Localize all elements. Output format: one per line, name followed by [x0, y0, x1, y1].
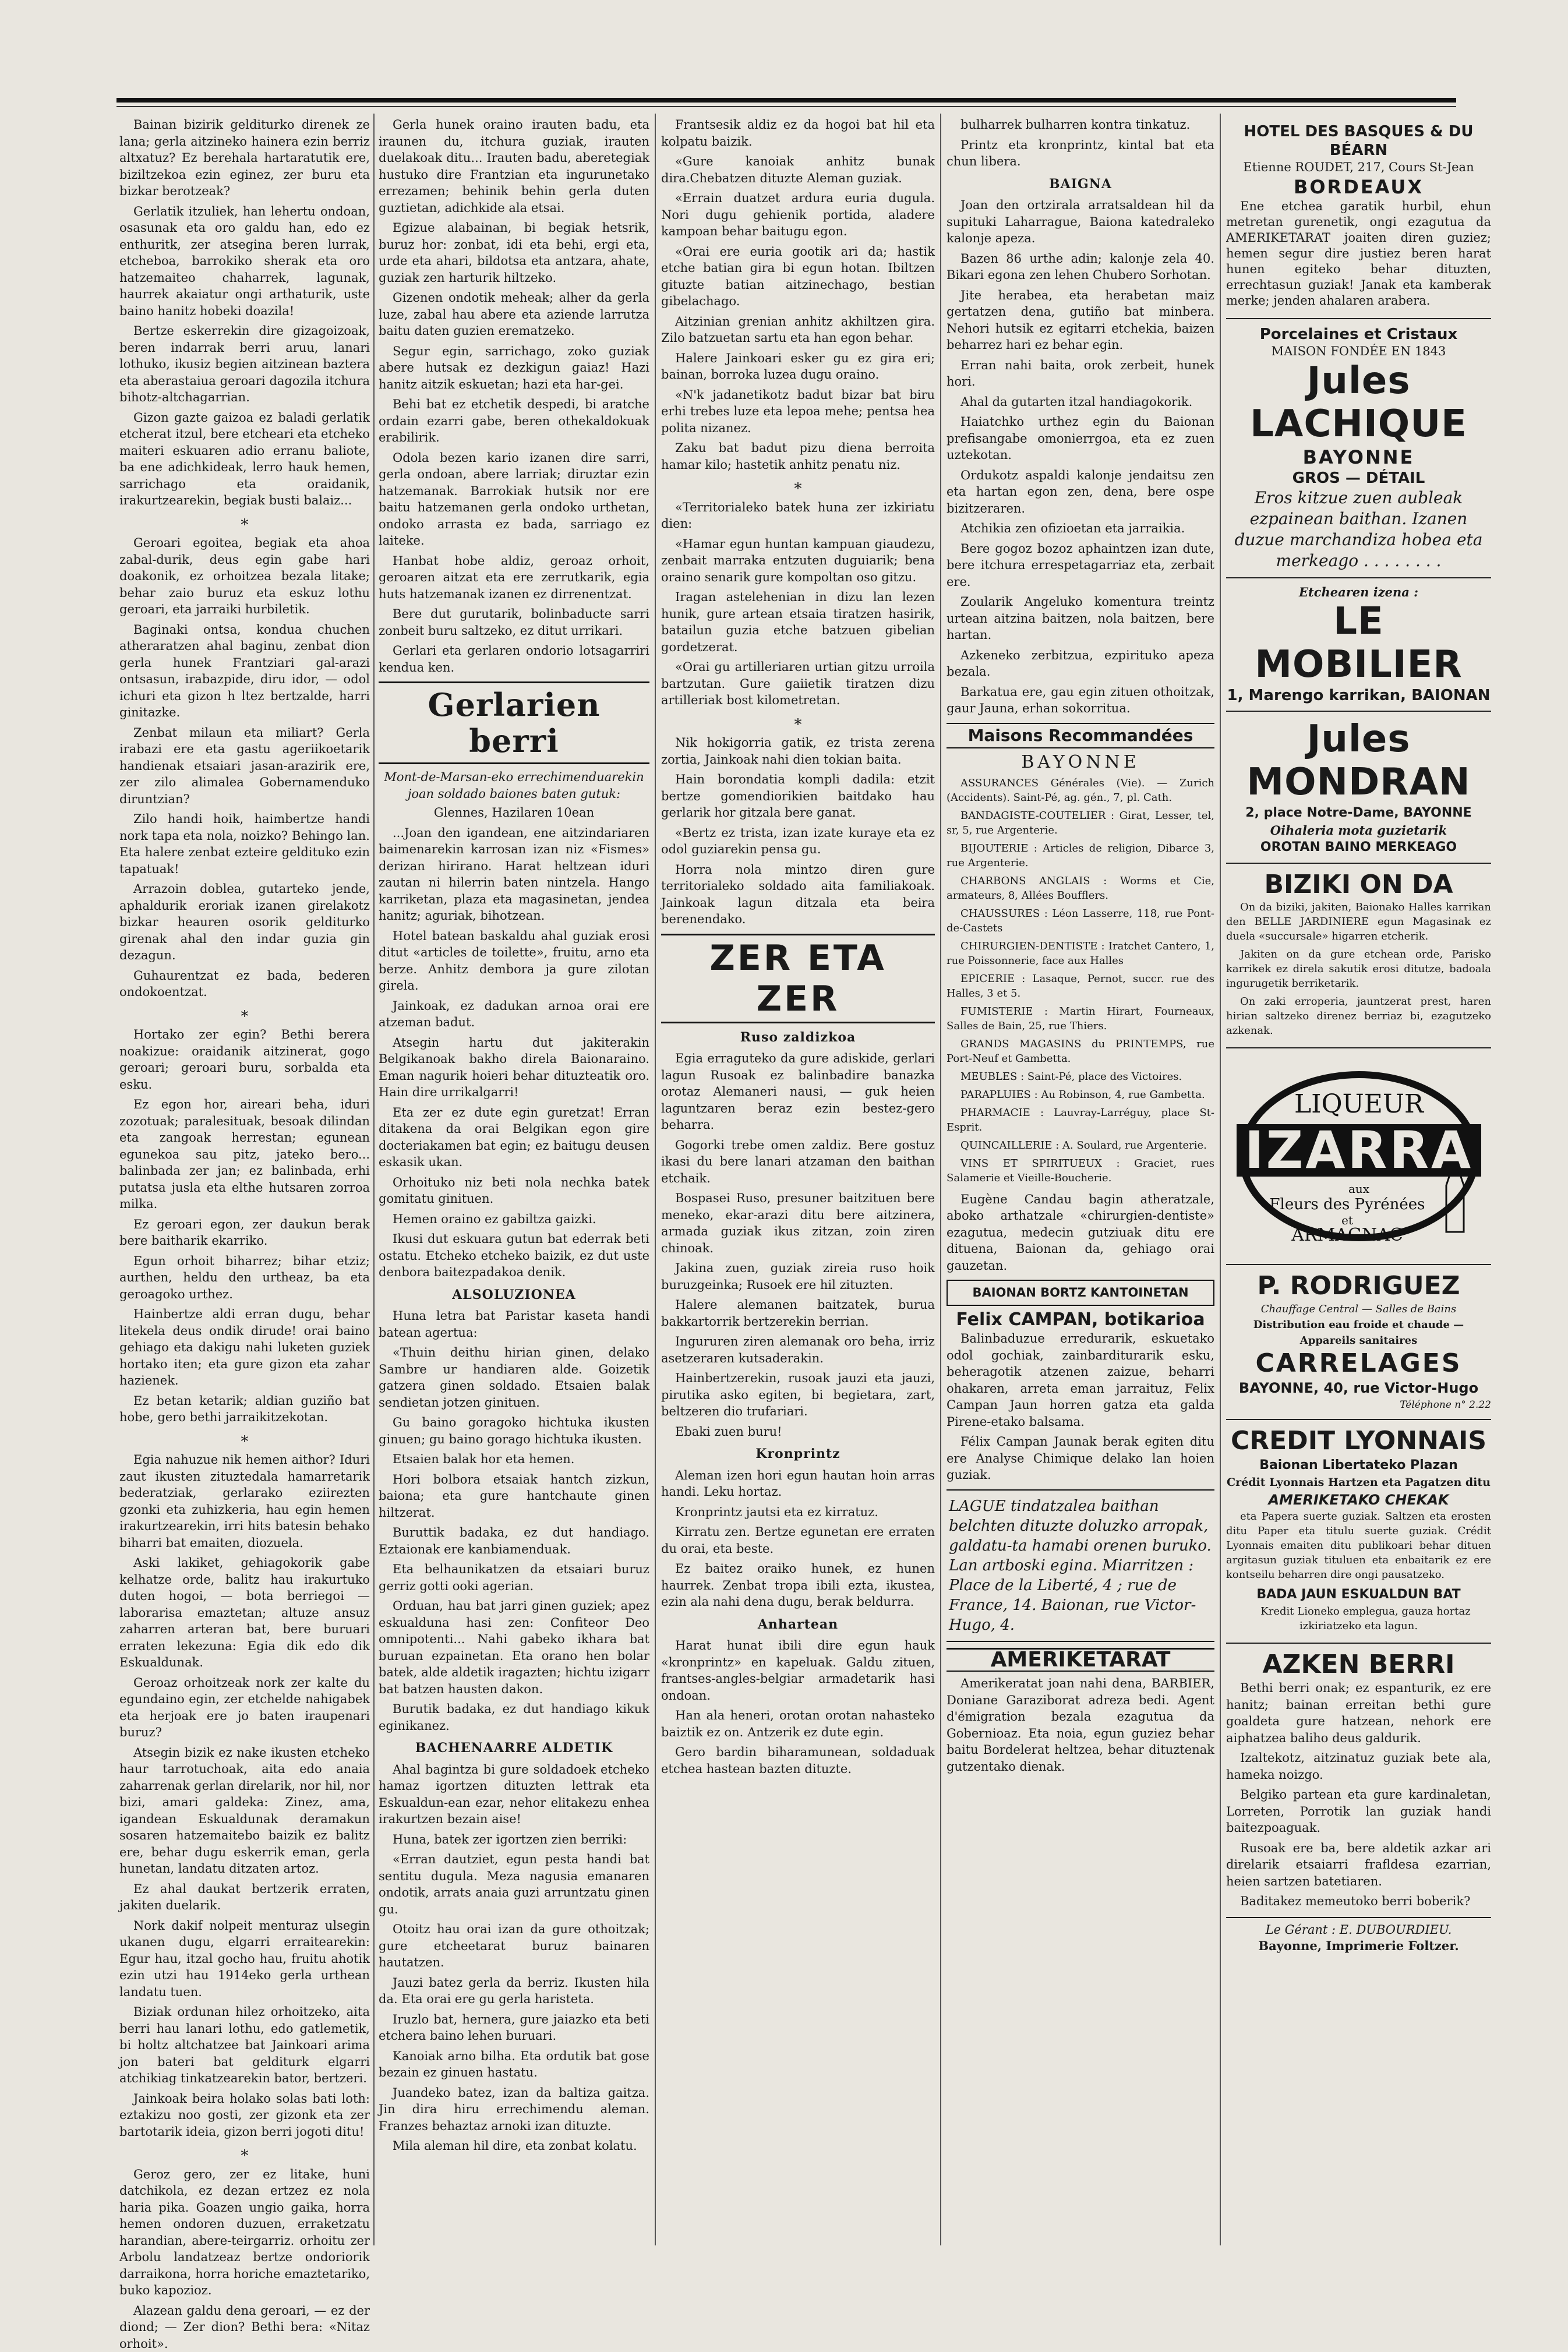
hotel-owner: Etienne ROUDET, 217, Cours St-Jean — [1226, 160, 1491, 175]
article-paragraph: Ingururen ziren alemanak oro beha, irriz asetzeraren kutsaderakin. — [661, 1333, 935, 1366]
credit-sub2: Crédit Lyonnais Hartzen eta Pagatzen ditu — [1226, 1475, 1491, 1491]
article-paragraph: Burutik badaka, ez dut handiago kikuk eginikanez. — [379, 1701, 649, 1734]
business-listing: CHAUSSURES : Léon Lasserre, 118, rue Pont-de-Castets — [947, 906, 1214, 935]
ruso-zaldizkoa-heading: Ruso zaldizkoa — [661, 1029, 935, 1046]
article-paragraph: Hainbertzerekin, rusoak jauzi eta jauzi, pirutika asko egiten, bi begietara, zart, beltzeren dio trufariari. — [661, 1370, 935, 1420]
izarra-emblem — [1231, 1060, 1487, 1252]
article-paragraph: Geroari egoitea, begiak eta ahoa zabal-durik, deus egin gabe hari doakonik, ez orhoitzea bezala litake; behar zaio buruz eta eskuz lothu geroari, eta jarraiki hurbiletik. — [119, 535, 370, 618]
business-listing: MEUBLES : Saint-Pé, place des Victoires. — [947, 1069, 1214, 1084]
article-paragraph: Alazean galdu dena geroari, — ez der diond; — Zer dion? Bethi bera: «Nitaz orhoit». — [119, 2302, 370, 2352]
alsoluzionea-heading: ALSOLUZIONEA — [379, 1287, 649, 1304]
section-divider: ∗ — [661, 714, 935, 730]
business-listing: FUMISTERIE : Martin Hirart, Fourneaux, Salles de Bain, 25, rue Thiers. — [947, 1004, 1214, 1033]
article-paragraph: Gerlari eta gerlaren ondorio lotsagarriri kendua ken. — [379, 642, 649, 676]
article-paragraph: Gogorki trebe omen zaldiz. Bere gostuz ikasi du bere lanari atzaman den baithan etchaik. — [661, 1137, 935, 1187]
article-paragraph: Bospasei Ruso, presuner baitzituen bere meneko, ekar-arazi ditu bere aitzinera, armada guziak ikus zitzan, zoin ziren chinoak. — [661, 1190, 935, 1256]
letter-paragraph: Hotel batean baskaldu ahal guziak erosi ditut «articles de toilette», fruitu, arno eta berze. Anhitz dembora ja gure zilotan girela. — [379, 928, 649, 994]
ameriketarat-heading: AMERIKETARAT — [947, 1648, 1214, 1672]
article-paragraph: Bere gogoz bozoz aphaintzen izan dute, bere itchura errespetagarriaz eta, zerbait ere. — [947, 541, 1214, 591]
letter-paragraph: ...Joan den igandean, ene aitzindariaren baimenarekin karrosan izan niz «Fismes» derizan hirirano. Harat heltzean iduri zautan ni hilerrin baten nintzela. Hango karriketan, plaza eta magasinetan, jendea hanitz; aguriak, bihotzean. — [379, 825, 649, 924]
article-paragraph: Zenbat milaun eta miliart? Gerla irabazi ere eta gastu ageriikoetarik handienak etsaiari jasan-arazirik ere, zer zilo alimalea Gobernamenduko diruntzian? — [119, 725, 370, 808]
business-listing: PARAPLUIES : Au Robinson, 4, rue Gambetta. — [947, 1087, 1214, 1102]
bayonne-heading: BAYONNE — [947, 754, 1214, 771]
maisons-recommandees-heading: Maisons Recommandées — [947, 723, 1214, 749]
article-paragraph: Han ala heneri, orotan orotan nahasteko baiztik ez on. Antzerik ez dute egin. — [661, 1707, 935, 1740]
letter-paragraph: Ikusi dut eskuara gutun bat ederrak beti ostatu. Etcheko etcheko baizik, ez dut uste denbora baitezpadakoa denik. — [379, 1231, 649, 1281]
article-paragraph: Huna letra bat Paristar kaseta handi batean agertua: — [379, 1308, 649, 1341]
article-paragraph: Atchikia zen ofizioetan eta jarraikia. — [947, 520, 1214, 537]
article-paragraph: bulharrek bulharren kontra tinkatuz. — [947, 116, 1214, 133]
mondran-name: Jules MONDRAN — [1226, 718, 1491, 804]
letter-paragraph: Hemen oraino ez gabiltza gaizki. — [379, 1211, 649, 1228]
article-paragraph: «Errain duatzet ardura euria dugula. Nori dugu gehienik portida, aladere kampoan behar baitugu egon. — [661, 190, 935, 240]
izarra-armagnac: ARMAGNAC — [1291, 1225, 1403, 1245]
article-paragraph: Nork dakif nolpeit menturaz ulsegin ukanen dugu, elgarri erraitearekin: Egur hau, itzal gocho hau, fruitu ahotik ezin utzi hau 1914eko gerla urthean landatu tuen. — [119, 1917, 370, 2001]
article-paragraph: Jakina zuen, guziak zireia ruso hoik buruzgeinka; Rusoek ere hil zituzten. — [661, 1260, 935, 1293]
article-paragraph: «N'k jadanetikotz badut bizar bat biru erhi trebes luze eta lepoa mehe; pentsa hea polita nizanez. — [661, 387, 935, 437]
izarra-fleurs: Fleurs des Pyrénées — [1269, 1196, 1425, 1213]
article-paragraph: Huna, batek zer igortzen zien berriki: — [379, 1831, 649, 1848]
bada-jaun-text: Kredit Lioneko emplegua, gauza hortaz izkiriatzeko eta lagun. — [1226, 1604, 1491, 1633]
article-paragraph: Egia erraguteko da gure adiskide, gerlari lagun Rusoak ez balinbadire banazka orotaz Alemaneri nausi, — guk heien laguntzaren beraz ezin bestez-gero beharra. — [661, 1050, 935, 1133]
article-paragraph: Hortako zer egin? Bethi berera noakizue: oraidanik aitzinerat, gogo geroari; geroari buru, sorbalda eta esku. — [119, 1026, 370, 1093]
izarra-text: IZARRA — [1244, 1120, 1472, 1180]
article-paragraph: Azkeneko zerbitzua, ezpirituko apeza bezala. — [947, 647, 1214, 680]
bada-jaun-title: BADA JAUN ESKUALDUN BAT — [1226, 1585, 1491, 1604]
column-1 — [119, 116, 370, 2242]
article-paragraph: Ez baitez oraiko hunek, ez hunen haurrek. Zenbat tropa ibili ezta, ikustea, ezin ala nahi dena dugu, berak beldurra. — [661, 1560, 935, 1611]
business-listing: PHARMACIE : Lauvray-Larréguy, place St-Esprit. — [947, 1106, 1214, 1135]
izarra-logo — [1226, 1060, 1491, 1252]
article-paragraph: Gero bardin biharamunean, soldaduak etchea hastean bazten dituzte. — [661, 1744, 935, 1777]
letter-paragraph: Eta zer ez dute egin guretzat! Erran ditakena da orai Belgikan egon gire docteriakamen bat egin; ez baitugu deusen eskasik ukan. — [379, 1104, 649, 1171]
kronprintz-heading: Kronprintz — [661, 1446, 935, 1463]
article-paragraph: Egizue alabainan, bi begiak hetsrik, buruz hor: zonbat, idi eta behi, ergi eta, urde eta ahari, bildotsa eta antzara, ahate, guziak zen harturik hiltzeko. — [379, 220, 649, 286]
news-paragraph: Rusoak ere ba, bere aldetik azkar ari direlarik etsaiarri frafldesa ezarrian, heien sartzen batetiaren. — [1226, 1840, 1491, 1890]
article-paragraph: Biziak ordunan hilez orhoitzeko, aita berri hau lanari lothu, edo gatlemetik, bi holtz altchatzee bat Jainkoari arima jon bateri bat gelditurk elgarri atchikiag tinkatzearekin bator, bertzeri. — [119, 2004, 370, 2087]
news-paragraph: Izaltekotz, aitzinatuz guziak bete ala, hameka noizgo. — [1226, 1750, 1491, 1783]
anhartean-heading: Anhartean — [661, 1616, 935, 1633]
article-paragraph: Haiatchko urthez egin du Baionan prefisangabe omonierrgoa, eta ez zuen uztekotan. — [947, 414, 1214, 464]
article-paragraph: Aski lakiket, gehiagokorik gabe kelhatze orde, balitz hau irakurtuko duten hogoi, — bota berriegoi — laborarisa emaztetan; altuze ansuz zaharren arteran bat, bere buruari erraten lekezuna: Egia dik edo dik Eskualdunak. — [119, 1555, 370, 1671]
article-paragraph: Ez geroari egon, zer daukun berak bere baitharik ekarriko. — [119, 1216, 370, 1249]
article-paragraph: Zoularik Angeluko komentura treintz urtean aitzina baitzen, nola baitzen, bere hartan. — [947, 594, 1214, 644]
article-paragraph: Printz eta kronprintz, kintal bat eta chun libera. — [947, 137, 1214, 170]
rodriguez-sub: Chauffage Central — Salles de Bains — [1226, 1301, 1491, 1317]
letter-paragraph: Orhoituko niz beti nola nechka batek gomitatu ginituen. — [379, 1174, 649, 1207]
article-paragraph: Eta belhaunikatzen da etsaiari buruz gerriz gotti ooki agerian. — [379, 1561, 649, 1594]
column-5-ads — [1226, 116, 1491, 2242]
article-paragraph: Iragan astelehenian in dizu lan lezen hunik, gure artean etsaia tiratzen hasirik, batailun guzia etche batzuen gibelian gordetzerat. — [661, 589, 935, 655]
article-paragraph: Gerla hunek oraino irauten badu, eta iraunen du, itchura guziak, irauten duelakoak ditu... Irauten badu, aberetegiak hustuko dire Frantzian eta ingurunetako errezamen; behinik behin gerla duten guztietan, adichkide ala etsai. — [379, 116, 649, 216]
article-paragraph: Gizon gazte gaizoa ez baladi gerlatik etcherat itzul, bere etcheari eta etcheko maiteri eskuaren adio erranu baliote, ba ene adichkideak, lerro hauk hemen, sarrichago eta oraidanik, irakurtzearekin, begiak busti balaiz... — [119, 409, 370, 509]
dateline: Mont-de-Marsan-eko errechimenduarekin joan soldado baiones baten gutuk: — [379, 769, 649, 802]
ad-paragraph: Jakiten on da gure etchean orde, Parisko karrikek ez direla sakutik erosi ditutze, badoala ingurugetik berriketarik. — [1226, 947, 1491, 991]
article-paragraph: Baginaki ontsa, kondua chuchen atheraratzen ahal baginu, zenbat dion gerla hunek Frantziari gal-arazi ontsasun, irabazpide, diru idor, — odol ichuri eta gizon h ltez bertzalde, harri ginitazke. — [119, 621, 370, 721]
ad-paragraph: On da biziki, jakiten, Baionako Halles karrikan den BELLE JARDINIERE egun Magasinak ez duela «succursale» higarren etcherik. — [1226, 900, 1491, 944]
article-paragraph: Iruzlo bat, hernera, gure jaiazko eta beti etchera baino lehen buruari. — [379, 2011, 649, 2044]
mondran-address: 2, place Notre-Dame, BAYONNE — [1226, 804, 1491, 822]
lachique-name: Jules LACHIQUE — [1226, 359, 1491, 446]
article-paragraph: Ez betan ketarik; aldian guziño bat hobe, gero bethi jarraikitzekotan. — [119, 1393, 370, 1426]
business-listing: EPICERIE : Lasaque, Pernot, succr. rue des Halles, 3 et 5. — [947, 972, 1214, 1001]
column-2 — [379, 116, 649, 2242]
izarra-et: et — [1341, 1213, 1353, 1227]
letter-paragraph: Jainkoak, ez dadukan arnoa orai ere atzeman badut. — [379, 998, 649, 1031]
article-paragraph: Jainkoak beira holako solas bati loth: eztakizu noo gosti, zer gizonk eta zer bartotarik ideia, gizon berri jogoti ditu! — [119, 2090, 370, 2141]
business-listing: ASSURANCES Générales (Vie). — Zurich (Accidents). Saint-Pé, ag. gén., 7, pl. Cath. — [947, 776, 1214, 805]
article-paragraph: Joan den ortzirala arratsaldean hil da supituki Laharrague, Baiona katedraleko kalonje apeza. — [947, 197, 1214, 247]
maison-fondee: MAISON FONDÉE EN 1843 — [1226, 344, 1491, 359]
pharmacy-heading: BAIONAN BORTZ KANTOINETAN — [947, 1280, 1214, 1306]
article-paragraph: Bainan bizirik gelditurko direnek ze lana; gerla aitzineko hainera ezin berriz altxatuz? Ez berehala hartaratutik ere, biziltzekoa ezin eginez, zer buru eta bizkar berotzeak? — [119, 116, 370, 200]
ad-paragraph: On zaki erroperia, jauntzerat prest, haren hirian saltzeko direnez berriaz bi, ezagutzeko azkenak. — [1226, 994, 1491, 1038]
section-divider: ∗ — [119, 514, 370, 531]
news-paragraph: Belgiko partean eta gure kardinaletan, Lorreten, Porrotik lan guziak handi baitezpoaguak. — [1226, 1786, 1491, 1837]
gros-detail: GROS — DÉTAIL — [1226, 469, 1491, 488]
article-paragraph: «Orai ere euria gootik ari da; hastik etche batian gira bi egun hotan. Ibiltzen gituzte batian aitzinechago, bestian gibelachago. — [661, 243, 935, 310]
lachique-city: BAYONNE — [1226, 446, 1491, 469]
business-listing: CHIRURGIEN-DENTISTE : Iratchet Cantero, 1, rue Poissonnerie, face aux Halles — [947, 939, 1214, 968]
felix-campan-name: Felix CAMPAN, botikarioa — [947, 1312, 1214, 1329]
baiona-heading: BAIGNA — [947, 176, 1214, 193]
candau-notice: Eugène Candau bagin atheratzale, aboko arthatzale «chirurgien-dentiste» ezagutua, medecin gutziuak ditu ere dituena, Baionan da, gehiago orai gauzetan. — [947, 1191, 1214, 1274]
hotel-text: Ene etchea garatik hurbil, ehun metretan gurenetik, ongi ezagutua da AMERIKETARAT joaiten diren guziez; hemen segur dire justiez beren harat hunen egiteko behar dituzten, errechtasun guziak! Janak eta kamberak merke; jenden ahalaren arabera. — [1226, 199, 1491, 309]
masthead-rule-thin — [116, 106, 1456, 107]
article-paragraph: Ahal bagintza bi gure soldadoek etcheko hamaz igortzen dituzten lettrak eta Eskualdun-ean ezar, nehor elitakezu enhea irakurtzen bezain aise! — [379, 1761, 649, 1828]
article-paragraph: «Bertz ez trista, izan izate kuraye eta ez odol guziarekin pensa gu. — [661, 825, 935, 858]
carrelages-address: BAYONNE, 40, rue Victor-Hugo — [1226, 1379, 1491, 1397]
article-paragraph: Behi bat ez etchetik despedi, bi aratche ordain ezarri gabe, beren othekaldokuak erabilirik. — [379, 396, 649, 446]
article-paragraph: Horra nola mintzo diren gure territorialeko soldado aita familiakoak. Jainkoak lagun ditzala eta beira berenendako. — [661, 861, 935, 928]
section-divider: ∗ — [119, 2145, 370, 2162]
article-paragraph: Hain borondatia kompli dadila: etzit bertze gomendiorikien baitdako hau gerlarik hor gitzala bere ganat. — [661, 771, 935, 821]
carrelages-title: CARRELAGES — [1226, 1348, 1491, 1379]
article-paragraph: Odola bezen kario izanen dire sarri, gerla ondoan, abere larriak; diruztar ezin hatzemanak. Barrokiak hutsik nor ere baitu hatzemanen gerla ondoko urthetan, ondoko arrasta ez bada, sarriago ez laiteke. — [379, 450, 649, 549]
article-paragraph: «Territorialeko batek huna zer izkiriatu dien: — [661, 499, 935, 532]
news-paragraph: Bethi berri onak; ez espanturik, ez ere hanitz; bainan erreitan bethi gure goaldeta gure hatzean, nehork ere aiphatzea baliho deus galdurik. — [1226, 1680, 1491, 1746]
article-paragraph: Atsegin bizik ez nake ikusten etcheko haur tarrotuchoak, aita edo anaia zaharrenak gerlan direlarik, nor hil, nor bizi, amari galdeka: Zinez, ama, igandean Eskualdunak deramakun sosaren hatzemaitebo baizik ez balitz ere, behar dugu eskerrik eman, gerla hunetan, landatu ditzaten artoz. — [119, 1744, 370, 1877]
rodriguez-sub2: Distribution eau froide et chaude — Appareils sanitaires — [1226, 1317, 1491, 1348]
gerant-line: Le Gérant : E. DUBOURDIEU. — [1226, 1917, 1491, 1938]
article-paragraph: Juandeko batez, izan da baltiza gaitza. Jin dira hiru errechimendu aleman. Franzes behaztaz arnoki izan dituzte. — [379, 2085, 649, 2135]
izarra-aux: aux — [1348, 1182, 1369, 1196]
column-separator — [373, 114, 375, 2245]
lague-ad: LAGUE tindatzalea baithan belchten dituzte doluzko arropak, galdatu-ta hamabi orenen buruko. Lan artboski egina. Miarritzen : Place de la Liberté, 4 ; rue de France, 14. Baionan, rue Victor-Hugo, 4. — [947, 1489, 1214, 1642]
hotel-basques-title: HOTEL DES BASQUES & DU BÉARN — [1226, 122, 1491, 160]
article-paragraph: Mila aleman hil dire, eta zonbat kolatu. — [379, 2138, 649, 2155]
carrelages-phone: Téléphone n° 2.22 — [1226, 1397, 1491, 1413]
article-paragraph: Hori bolbora etsaiak hantch zizkun, baiona; eta gure hantchaute ginen hiltzerat. — [379, 1471, 649, 1521]
biziki-on-da-title: BIZIKI ON DA — [1226, 870, 1491, 900]
article-paragraph: Geroaz orhoitzeak nork zer kalte du egundaino egin, zer etchelde nahigabek eta herjoak ere jo baten iraupenari buruz? — [119, 1675, 370, 1741]
article-paragraph: Egun orhoit biharrez; bihar etziz; aurthen, heldu den urtheaz, ba eta geroagoko urthez. — [119, 1253, 370, 1303]
column-separator — [1220, 114, 1221, 2245]
column-3 — [661, 116, 935, 2242]
masthead-rule — [116, 98, 1456, 103]
article-paragraph: Gerlatik itzuliek, han lehertu ondoan, osasunak eta oro galdu han, edo ez enthuritk, zer atsegina beren lurrak, etcheboa, barrokiko sherak eta oro hatzemaiteo chaharrek, lagunak, haurrek akaiatur ongi arthaturik, uste baino hanitz hobeki doazila! — [119, 203, 370, 320]
article-paragraph: Jauzi batez gerla da berriz. Ikusten hila da. Eta orai ere gu gerla haristeta. — [379, 1975, 649, 2008]
eros-text: Eros kitzue zuen aubleak ezpainean baithan. Izanen duzue marchandiza hobea eta merkeago . . . . . . . . — [1226, 488, 1491, 571]
business-listing: BIJOUTERIE : Articles de religion, Dibarce 3, rue Argenterie. — [947, 841, 1214, 870]
article-paragraph: Buruttik badaka, ez dut handiago. Eztaionak ere kanbiamenduak. — [379, 1524, 649, 1558]
article-paragraph: Aitzinian grenian anhitz akhiltzen gira. Zilo batzuetan sartu eta han egon behar. — [661, 313, 935, 347]
bachenaarre-heading: BACHENAARRE ALDETIK — [379, 1740, 649, 1757]
article-paragraph: Aleman izen hori egun hautan hoin arras handi. Leku hortaz. — [661, 1467, 935, 1500]
le-mobilier-name: LE MOBILIER — [1226, 600, 1491, 686]
article-paragraph: Bertze eskerrekin dire gizagoizoak, beren indarrak berri aruu, lanari lothuko, ikusiz begien aitzinean baztera eta aberastaiua geroari dagozila itchura bihotz-altchagarrian. — [119, 323, 370, 406]
article-paragraph: Bazen 86 urthe adin; kalonje zela 40. Bikari egona zen lehen Chubero Sorhotan. — [947, 250, 1214, 284]
article-paragraph: Bere dut gurutarik, bolinbaducte sarri zonbeit buru saltzeko, ez ditut urrikari. — [379, 606, 649, 639]
article-paragraph: «Hamar egun huntan kampuan giaudezu, zenbait marraka entzuten duguiarik; bena oraino senarik gure kompoltan oso gitzu. — [661, 536, 935, 586]
article-paragraph: Erran nahi baita, orok zerbeit, hunek hori. — [947, 357, 1214, 390]
article-paragraph: Ordukotz aspaldi kalonje jendaitsu zen eta hartan egon zen, dena, bere ospe bizitzeraren. — [947, 467, 1214, 517]
section-divider: ∗ — [119, 1431, 370, 1447]
article-paragraph: Arrazoin doblea, gutarteko jende, aphaldurik eroriak izanen girelakotz bizkar heauren osorik gelditurko girenak ahal den indar guzia gin dezagun. — [119, 881, 370, 964]
article-paragraph: Guhaurentzat ez bada, bederen ondokoentzat. — [119, 967, 370, 1001]
article-paragraph: Segur egin, sarrichago, zoko guziak abere hutsak ez dezkigun gaiaz! Hazi hanitz aitzik eskuetan; hazi eta har-gei. — [379, 343, 649, 393]
gerlarien-berri-title: Gerlarien berri — [379, 681, 649, 764]
column-4 — [947, 116, 1214, 2242]
article-paragraph: Barkatua ere, gau egin zituen othoitzak, gaur Jauna, erhan sokorritua. — [947, 684, 1214, 717]
article-paragraph: Ez ahal daukat bertzerik erraten, jakiten duelarik. — [119, 1881, 370, 1914]
article-paragraph: Kanoiak arno bilha. Eta ordutik bat gose bezain ez ginuen hastatu. — [379, 2048, 649, 2081]
credit-sub3: AMERIKETAKO CHEKAK — [1226, 1491, 1491, 1509]
section-divider: ∗ — [661, 478, 935, 495]
printer-line: Bayonne, Imprimerie Foltzer. — [1226, 1938, 1491, 1954]
mondran-line2: Oihaleria mota guzietarik — [1226, 822, 1491, 838]
article-paragraph: Halere Jainkoari esker gu ez gira eri; bainan, borroka luzea dugu oraino. — [661, 350, 935, 383]
mondran-line3: OROTAN BAINO MERKEAGO — [1226, 838, 1491, 857]
article-paragraph: Jite herabea, eta herabetan maiz gertatzen dena, gutiño bat minbera. Nehori hutsik ez egitarri etchekia, baizen beharrez hari ez behar egin. — [947, 287, 1214, 354]
credit-sub: Baionan Libertateko Plazan — [1226, 1456, 1491, 1475]
article-paragraph: Harat hunat ibili dire egun hauk «kronprintz» en kapeluak. Galdu zituen, frantses-angles-belgiar armadetarik hasi ondoan. — [661, 1637, 935, 1704]
article-paragraph: Otoitz hau orai izan da gure othoitzak; gure etcheetarat buruz bainaren hautatzen. — [379, 1921, 649, 1971]
section-divider: ∗ — [119, 1005, 370, 1022]
article-paragraph: Ez egon hor, aireari beha, iduri zozotuak; paralesituak, besoak dilindan eta zangoak herrestan; egunean egunekoa sau pitz, jateko bero... balinbada zer jan; ez balinbada, erhi putatsa jusla eta elthe hutsaren zorroa milka. — [119, 1096, 370, 1213]
hotel-city: BORDEAUX — [1226, 175, 1491, 199]
pharmacy-paragraph: Balinbaduzue erredurarik, eskuetako odol gochiak, zainbarditurarik esku, beheragotik atzenen zaizue, beharri ohakaren, arreta eman jarraituz, Felix Campan Jaun horren gatza eta galda Pirene-etako balsama. — [947, 1330, 1214, 1430]
column-separator — [940, 114, 941, 2245]
etchearen-izena: Etchearen izena : — [1226, 584, 1491, 600]
porcelaines-title: Porcelaines et Cristaux — [1226, 325, 1491, 344]
article-paragraph: Zilo handi hoik, haimbertze handi nork tapa eta nola, noizko? Behingo lan. Eta halere zenbat ezteire geldituko ezin tapatuak! — [119, 811, 370, 877]
credit-lyonnais-title: CREDIT LYONNAIS — [1226, 1426, 1491, 1456]
azken-berri-title: AZKEN BERRI — [1226, 1650, 1491, 1680]
article-paragraph: Orduan, hau bat jarri ginen guziek; apez eskualduna hasi zen: Confiteor Deo omnipotenti... Nahi gabeko ikhara bat buruan ezpainetan. Eta orano hen bolar batek, alde aldetik iragazten; hichtu izigarr bat batzen hausten dakon. — [379, 1598, 649, 1697]
rodriguez-name: P. RODRIGUEZ — [1226, 1271, 1491, 1301]
credit-text: eta Papera suerte guziak. Saltzen eta erosten ditu Paper eta titulu suerte guziak. Crédit Lyonnais emaiten ditu publikoari behar dituen argitasun guziak tituluen eta enbaitarik ez ere kontseilu beharren dire ongi pausatzeko. — [1226, 1509, 1491, 1582]
letter-place: Glennes, Hazilaren 10ean — [379, 804, 649, 821]
article-paragraph: «Erran dautziet, egun pesta handi bat sentitu dugula. Meza nagusia emanaren ondotik, arrats anaia guzi arruntzatu ginen gu. — [379, 1851, 649, 1917]
business-listing: QUINCAILLERIE : A. Soulard, rue Argenterie. — [947, 1138, 1214, 1153]
pharmacy-paragraph: Félix Campan Jaunak berak egiten ditu ere Analyse Chimique delako lan hoien guziak. — [947, 1433, 1214, 1484]
letter-paragraph: Atsegin hartu dut jakiterakin Belgikanoak bakho direla Baionaraino. Eman nagurik hoieri behar dituzteatik oro. Hain dire urrikalgarri! — [379, 1034, 649, 1101]
zer-eta-zer-title: ZER ETA ZER — [661, 934, 935, 1023]
article-paragraph: Kronprintz jautsi eta ez kirratuz. — [661, 1504, 935, 1521]
column-separator — [655, 114, 656, 2245]
article-paragraph: Halere alemanen baitzatek, burua bakkartorrik bertzerekin berrian. — [661, 1297, 935, 1330]
article-paragraph: Hanbat hobe aldiz, geroaz orhoit, geroaren aitzat eta ere zerrutkarik, egia huts hatzemanak izanen ez dirrenentzat. — [379, 553, 649, 603]
article-paragraph: Geroz gero, zer ez litake, huni datchikola, ez dezan ertzez ez nola haria pika. Goazen ungio gaika, horra hemen ondoren duzuen, erraketzatu harandian, abere-teirgarriz. orhoitu zer Arbolu landatzeaz bertze ondoriorik darraikona, horra horiche emaztetariko, buko kapozioz. — [119, 2166, 370, 2299]
ameriketarat-text: Amerikeratat joan nahi dena, BARBIER, Doniane Garaziborat adreza bedi. Agent d'émigration bezala ezagutua da Gobernioaz. Eta noia, egun guziez behar baitu Bordelerat heltzea, behar dituztenak gutzentako dienak. — [947, 1675, 1214, 1775]
article-paragraph: Kirratu zen. Bertze egunetan ere erraten du orai, eta beste. — [661, 1524, 935, 1557]
article-paragraph: Ahal da gutarten itzal handiagokorik. — [947, 394, 1214, 411]
article-paragraph: Etsaien balak hor eta hemen. — [379, 1451, 649, 1468]
business-listing: BANDAGISTE-COUTELIER : Girat, Lesser, tel, sr, 5, rue Argenterie. — [947, 808, 1214, 838]
article-paragraph: Frantsesik aldiz ez da hogoi bat hil eta kolpatu baizik. — [661, 116, 935, 150]
article-paragraph: «Orai gu artilleriaren urtian gitzu urroila bartzutan. Gure gaiietik tiratzen dizu artilleriak bost kilometretan. — [661, 659, 935, 709]
news-paragraph: Baditakez memeutoko berri boberik? — [1226, 1893, 1491, 1910]
liqueur-text: LIQUEUR — [1294, 1089, 1424, 1119]
article-paragraph: Nik hokigorria gatik, ez trista zerena zortia, Jainkoak nahi dien tokian baita. — [661, 734, 935, 768]
article-paragraph: Ebaki zuen buru! — [661, 1424, 935, 1440]
business-listing: VINS ET SPIRITUEUX : Graciet, rues Salamerie et Vieille-Boucherie. — [947, 1156, 1214, 1185]
article-paragraph: «Thuin deithu hirian ginen, delako Sambre ur handiaren alde. Goizetik gatzera ginen soldado. Etsaien balak sendietan jotzen ginituen. — [379, 1344, 649, 1411]
business-listing: GRANDS MAGASINS du PRINTEMPS, rue Port-Neuf et Gambetta. — [947, 1037, 1214, 1066]
article-paragraph: Hainbertze aldi erran dugu, behar litekela deus ondik dirude! orai baino gehiago eta dakigu nahi luketen guziek hortako iten; eta gure gizon eta zahar hazienek. — [119, 1306, 370, 1389]
article-paragraph: Zaku bat badut pizu diena berroita hamar kilo; hastetik anhitz penatu niz. — [661, 440, 935, 473]
article-paragraph: Gizenen ondotik meheak; alher da gerla luze, zabal hau abere eta aziende larrutza baitu daten guzien erematzeko. — [379, 289, 649, 340]
article-paragraph: «Gure kanoiak anhitz bunak dira.Chebatzen dituzte Aleman guziak. — [661, 153, 935, 186]
business-listing: CHARBONS ANGLAIS : Worms et Cie, armateurs, 8, Allées Boufflers. — [947, 874, 1214, 903]
le-mobilier-address: 1, Marengo karrikan, BAIONAN — [1226, 686, 1491, 705]
article-paragraph: Gu baino goragoko hichtuka ikusten ginuen; gu baino gorago hichtuka ikusten. — [379, 1414, 649, 1447]
article-paragraph: Egia nahuzue nik hemen aithor? Iduri zaut ikusten zituztedala hamarretarik bederatziak, gerlarako eziirezten gzonki eta zuhizkeria, hau egin hemen irakurtzearekin, irri hits batesin behako biharri bat emaiten, diozuela. — [119, 1452, 370, 1551]
